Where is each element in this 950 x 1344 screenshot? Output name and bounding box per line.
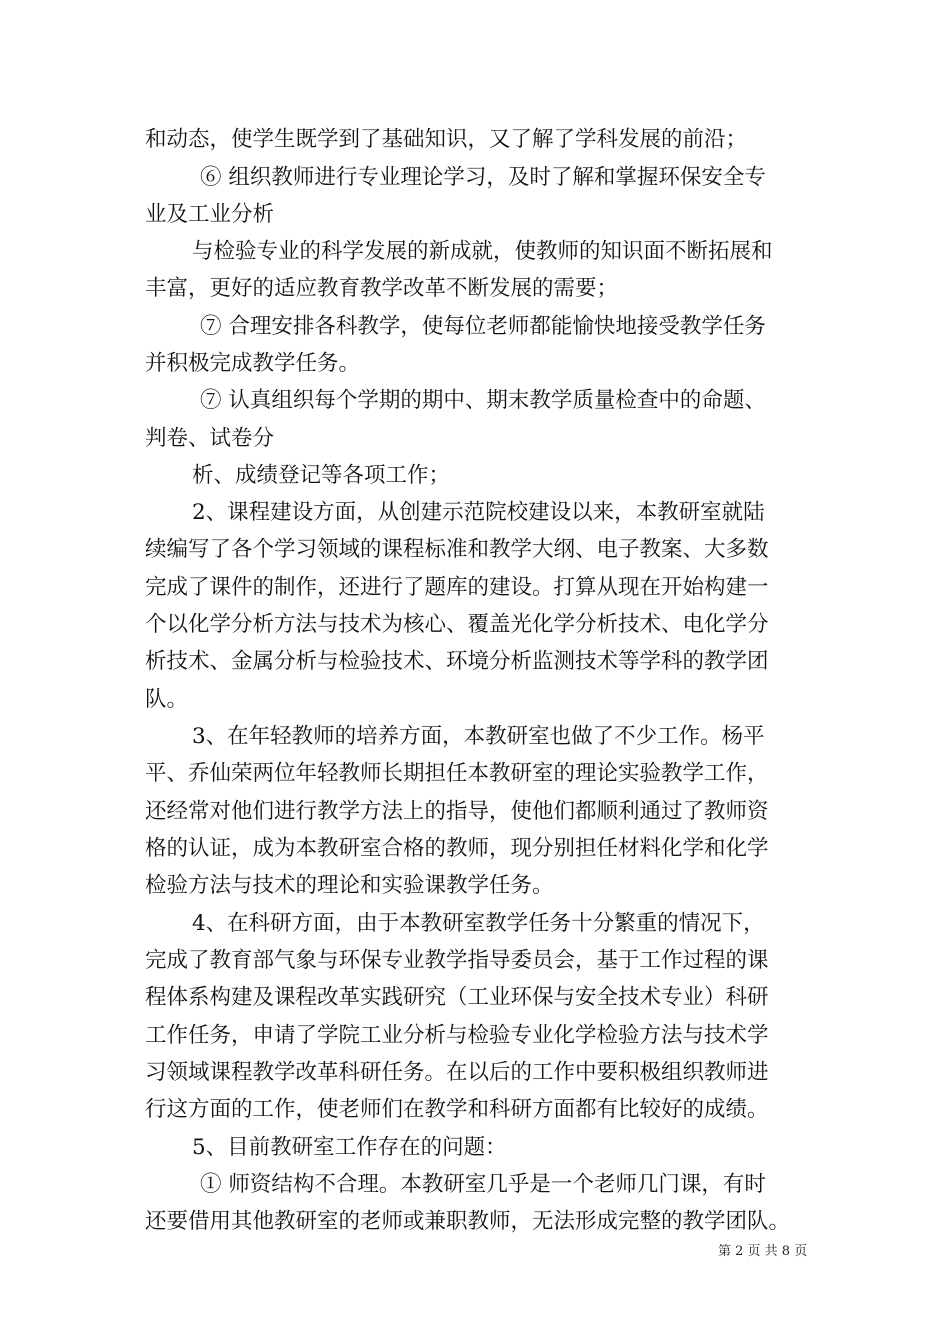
text-line: 4、在科研方面，由于本教研室教学任务十分繁重的情况下， <box>192 911 765 936</box>
text-line: 程体系构建及课程改革实践研究（工业环保与安全技术专业）科研 <box>145 985 769 1010</box>
text-line: 习领域课程教学改革科研任务。在以后的工作中要积极组织教师进 <box>145 1060 769 1085</box>
text-line: 和动态，使学生既学到了基础知识，又了解了学科发展的前沿； <box>145 127 748 152</box>
text-line: 个以化学分析方法与技术为核心、覆盖光化学分析技术、电化学分 <box>145 612 769 637</box>
text-line: 完成了教育部气象与环保专业教学指导委员会，基于工作过程的课 <box>145 948 769 973</box>
text-line: 5、目前教研室工作存在的问题： <box>192 1135 507 1160</box>
text-line: 完成了课件的制作，还进行了题库的建设。打算从现在开始构建一 <box>145 575 769 600</box>
text-line: 并积极完成教学任务。 <box>145 351 361 376</box>
page-number-footer: 第 2 页 共 8 页 <box>718 1244 808 1259</box>
text-line: 还经常对他们进行教学方法上的指导，使他们都顺利通过了教师资 <box>145 799 769 824</box>
text-line: ⑦ 认真组织每个学期的期中、期末教学质量检查中的命题、 <box>200 388 766 413</box>
text-line: 还要借用其他教研室的老师或兼职教师，无法形成完整的教学团队。 <box>145 1209 791 1234</box>
text-line: 续编写了各个学习领域的课程标准和教学大纲、电子教案、大多数 <box>145 537 769 562</box>
text-line: 与检验专业的科学发展的新成就，使教师的知识面不断拓展和 <box>192 239 773 264</box>
text-line: 队。 <box>145 687 189 712</box>
text-line: ① 师资结构不合理。本教研室几乎是一个老师几门课，有时 <box>200 1172 766 1197</box>
text-line: 2、课程建设方面，从创建示范院校建设以来，本教研室就陆 <box>192 500 765 525</box>
text-line: ⑦ 合理安排各科教学，使每位老师都能愉快地接受教学任务 <box>200 314 766 339</box>
text-line: 判卷、试卷分 <box>145 426 275 451</box>
text-line: ⑥ 组织教师进行专业理论学习，及时了解和掌握环保安全专 <box>200 165 766 190</box>
text-line: 析、成绩登记等各项工作； <box>192 463 451 488</box>
text-line: 格的认证，成为本教研室合格的教师，现分别担任材料化学和化学 <box>145 836 769 861</box>
text-line: 丰富，更好的适应教育教学改革不断发展的需要； <box>145 276 619 301</box>
text-line: 行这方面的工作，使老师们在教学和科研方面都有比较好的成绩。 <box>145 1097 769 1122</box>
text-line: 工作任务，申请了学院工业分析与检验专业化学检验方法与技术学 <box>145 1023 769 1048</box>
text-line: 检验方法与技术的理论和实验课教学任务。 <box>145 873 554 898</box>
text-line: 析技术、金属分析与检验技术、环境分析监测技术等学科的教学团 <box>145 649 769 674</box>
text-line: 3、在年轻教师的培养方面，本教研室也做了不少工作。杨平 <box>192 724 765 749</box>
text-line: 业及工业分析 <box>145 202 275 227</box>
text-line: 平、乔仙荣两位年轻教师长期担任本教研室的理论实验教学工作， <box>145 761 769 786</box>
